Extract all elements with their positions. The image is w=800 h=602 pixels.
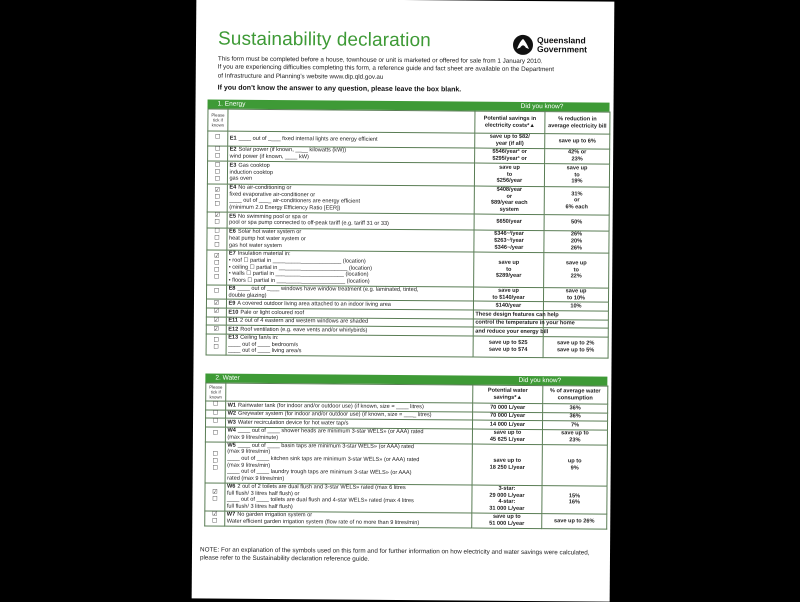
question-text: • floors ☐ partial in ______________________ (location)	[228, 277, 370, 285]
savings-line: 70 000 L/year	[490, 404, 526, 411]
question-text: full flush/ 3 litres half flush) or	[226, 490, 300, 497]
tick-cell	[208, 131, 228, 146]
pct-line: 6% each	[565, 204, 588, 211]
savings-line: save up	[499, 165, 520, 172]
logo-line-2: Government	[536, 44, 588, 55]
savings-line: 29 000 L/year	[489, 492, 525, 499]
energy-row	[207, 227, 609, 253]
savings-line: $263~ⁱ/year	[494, 237, 524, 244]
question-text: A covered outdoor living area attached to an indoor living area	[237, 300, 391, 308]
pct-header: % reduction in average electricity bill	[545, 112, 610, 135]
water-section-title: 2. Water	[215, 374, 240, 382]
tick-checkbox[interactable]: ☑	[214, 253, 220, 260]
pct-cell	[543, 287, 608, 302]
tick-checkbox[interactable]: ☐	[214, 162, 221, 169]
question-text: Water recirculation device for hot water tap/s	[237, 419, 349, 427]
question-text: Insulation material in:	[237, 251, 291, 258]
question-code: W2	[227, 410, 237, 417]
savings-line: These design features can help	[475, 311, 559, 318]
tick-cell	[208, 146, 228, 162]
savings-line: $408/year	[496, 186, 523, 194]
pct-cell	[544, 215, 609, 231]
tick-checkbox[interactable]: ☑	[213, 326, 219, 333]
tick-checkbox[interactable]: ☑	[214, 212, 220, 219]
question-line	[227, 519, 470, 528]
pct-line: save up to 2%	[556, 340, 595, 347]
pct-line: to	[574, 172, 580, 179]
savings-line: save up to	[492, 514, 521, 521]
question-text: ____ out of ____ living area/s	[228, 347, 302, 355]
savings-line: control the temperature in your home	[475, 319, 575, 327]
question-text: ____ out of ____ shower heads are minimum 3-star WELS» (or AAA) rated	[237, 427, 424, 436]
tick-checkbox[interactable]: ☐	[214, 146, 221, 153]
savings-line: $346~/year	[494, 244, 524, 251]
pct-line: save up to 26%	[554, 517, 595, 525]
water-table	[204, 382, 608, 529]
tick-cell	[205, 511, 225, 527]
question-text: pool or spa pump connected to off-peak tariff (e.g. tariff 31 or 33)	[229, 219, 389, 228]
question-cell	[225, 511, 472, 529]
question-cell	[227, 161, 474, 186]
savings-line: save up to $82/	[489, 133, 530, 141]
question-text: ____ out of ____ laundry trough taps are minimum 3-star WELS» (or AAA)	[227, 468, 412, 477]
blank-header	[226, 383, 473, 403]
pct-line: 10%	[570, 303, 582, 310]
tick-checkbox[interactable]: ☑	[212, 489, 218, 496]
tick-checkbox[interactable]: ☐	[212, 518, 218, 525]
tick-checkbox[interactable]: ☐	[212, 418, 219, 426]
savings-line: year (if all)	[495, 140, 524, 147]
question-line	[230, 135, 473, 144]
tick-checkbox[interactable]: ☐	[212, 496, 218, 503]
savings-line: $295/year¹ or	[492, 155, 527, 163]
question-text: ____ out of ____ bedroom/s	[228, 341, 299, 348]
tick-cell	[206, 285, 226, 300]
intro-line: This form must be completed before a house, townhouse or unit is marketed or offered for sale from 1 January 2010.	[217, 55, 543, 66]
tick-cell	[206, 299, 226, 308]
question-line	[229, 176, 472, 185]
question-code: E8	[228, 285, 236, 292]
pct-line: 23%	[569, 436, 581, 444]
question-code: W7	[226, 512, 236, 519]
tick-cell	[205, 442, 225, 483]
pct-line: 23%	[571, 156, 583, 163]
question-code: E6	[229, 229, 236, 236]
pct-line: 19%	[571, 178, 583, 185]
question-text: heat pump hot water system or	[228, 235, 306, 243]
tick-checkbox[interactable]: ☐	[212, 458, 218, 465]
question-code: E4	[229, 184, 237, 191]
savings-line: save up	[498, 259, 520, 266]
savings-line: save up to	[493, 429, 522, 437]
tick-cell	[205, 483, 225, 511]
savings-line: $346~ⁱ/year	[494, 231, 524, 238]
blank-header	[228, 109, 475, 133]
savings-line: save up to $74	[488, 346, 528, 354]
question-text: fixed evaporative air-conditioner or	[229, 191, 316, 199]
pct-line: save up	[565, 260, 587, 267]
pct-cell	[544, 253, 609, 288]
tick-cell	[207, 250, 227, 285]
pct-line: 26%	[570, 244, 583, 252]
question-text: induction cooktop	[229, 169, 274, 176]
question-text: ____ out of ____ kitchen sink taps are minimum 3-star WELS» (or AAA) rated	[227, 455, 420, 464]
savings-line: $650/year	[496, 218, 522, 225]
question-text: ____ out of ____ toilets are dual flush and 4-star WELS» rated (max 4 litres	[226, 496, 414, 505]
pct-cell	[543, 336, 608, 358]
question-code: E12	[228, 326, 239, 333]
question-text: No garden irrigation system or	[237, 512, 313, 519]
savings-line: or	[506, 193, 513, 200]
logo-line-1: Queensland	[537, 35, 586, 46]
pct-cell	[542, 429, 607, 444]
tick-checkbox[interactable]: ☐	[214, 260, 220, 267]
question-text: Solar hot water system or	[237, 229, 302, 236]
question-text: ____ out of ____ windows have window treatment (e.g. laminated, tinted,	[237, 285, 419, 294]
question-text: ____ out of ____ fixed internal lights are energy efficient	[238, 135, 378, 143]
tick-cell	[207, 212, 227, 228]
savings-cell	[474, 186, 544, 215]
tick-checkbox[interactable]: ☐	[213, 267, 220, 274]
question-text: (max 9 litres/min)	[227, 449, 271, 456]
savings-cell	[473, 287, 543, 302]
question-text: Ceiling fan/s in:	[240, 334, 279, 342]
question-cell	[227, 250, 474, 287]
savings-cell	[472, 444, 542, 486]
pct-line: 16%	[568, 499, 581, 506]
tick-checkbox[interactable]: ☐	[215, 134, 221, 141]
pct-line: save up	[566, 165, 588, 172]
question-cell	[226, 334, 473, 357]
tick-cell	[206, 308, 226, 317]
savings-cell	[473, 336, 543, 358]
savings-header: Potential savings in electricity costs*▲	[475, 111, 545, 134]
intro-text	[218, 56, 598, 84]
pct-line: 42% or	[567, 149, 587, 156]
pct-line: to	[573, 266, 579, 273]
question-code: W1	[227, 402, 237, 409]
please-tick-header: Please tick if known	[208, 109, 228, 131]
savings-line: 51 000 L/year	[489, 520, 525, 527]
energy-row	[207, 161, 609, 187]
tick-checkbox[interactable]: ☐	[213, 274, 220, 281]
question-code: E1	[229, 135, 237, 142]
savings-line: system	[499, 206, 519, 213]
tick-checkbox[interactable]: ☐	[214, 242, 220, 249]
question-cell	[225, 483, 472, 513]
question-code: W4	[227, 427, 236, 434]
pct-line: save up	[565, 288, 587, 295]
footnote: NOTE: For an explanation of the symbols used on this form and for further information on how electricity and water savings were calculated, please refer to the Sustainability declaration reference guide.	[199, 546, 590, 563]
pct-line: up to	[567, 458, 582, 465]
tick-checkbox[interactable]: ☑	[212, 511, 218, 518]
savings-line: and reduce your energy bill	[475, 328, 549, 335]
queensland-crest-icon	[512, 34, 534, 56]
tick-checkbox[interactable]: ☐	[214, 201, 220, 208]
question-text: Greywater system (for indoor and/or outdoor use) (if known, size = ____ litres)	[237, 410, 432, 419]
energy-table-header	[208, 109, 610, 134]
pct-cell	[542, 513, 607, 529]
tick-checkbox[interactable]: ☐	[212, 401, 219, 408]
savings-cell	[472, 429, 542, 444]
question-text: No swimming pool or spa or	[237, 213, 308, 220]
question-code: E5	[229, 213, 237, 220]
tick-checkbox[interactable]: ☐	[213, 288, 220, 295]
savings-line: to	[506, 266, 512, 273]
pct-cell	[544, 164, 609, 187]
water-row	[205, 442, 607, 486]
pct-line: 31%	[571, 190, 583, 197]
savings-line: $256/year	[496, 178, 523, 185]
question-text: (max 9 litres/minute)	[227, 434, 279, 441]
pct-cell	[544, 230, 609, 253]
question-text: ____ out of ____ air-conditioners are energy efficient	[229, 198, 361, 206]
savings-cell	[475, 148, 545, 164]
tick-cell	[206, 410, 226, 419]
tick-cell	[206, 317, 226, 326]
pct-line: 36%	[569, 413, 581, 420]
savings-cell	[472, 485, 542, 514]
intro-line: of Infrastructure and Planning's website www.dip.qld.gov.au	[217, 72, 384, 81]
question-code: E13	[228, 334, 239, 341]
question-code: E3	[229, 162, 237, 169]
tick-checkbox[interactable]: ☐	[214, 194, 221, 201]
tick-checkbox[interactable]: ☑	[213, 317, 220, 324]
question-text: • ceiling ☐ partial in ______________________ (location)	[228, 264, 372, 272]
tick-checkbox[interactable]: ☐	[214, 235, 220, 242]
question-code: W6	[227, 483, 236, 490]
tick-checkbox[interactable]: ☑	[213, 308, 220, 315]
form-page	[192, 0, 615, 602]
savings-line: save up to	[493, 457, 522, 464]
question-code: W3	[227, 419, 236, 426]
savings-line: to $140/year	[492, 294, 525, 301]
question-text: (minimum 2.0 Energy Efficiency Ratio [EER])	[229, 204, 341, 212]
question-line	[229, 242, 472, 251]
question-text: (max 9 litres/min)	[227, 462, 271, 469]
pct-cell	[542, 444, 607, 486]
question-code: E10	[228, 309, 239, 316]
tick-checkbox[interactable]: ☐	[214, 169, 221, 176]
tick-checkbox[interactable]: ☐	[214, 228, 220, 235]
question-code: E11	[228, 317, 239, 324]
savings-line: $89/year each	[490, 200, 528, 207]
tick-cell	[206, 334, 226, 356]
savings-line: save up	[498, 287, 520, 294]
tick-checkbox[interactable]: ☐	[212, 465, 218, 472]
water-row	[205, 511, 607, 530]
question-text: gas hot water system	[228, 242, 282, 249]
tick-checkbox[interactable]: ☐	[212, 451, 218, 458]
tick-checkbox[interactable]: ☐	[212, 430, 219, 437]
tick-checkbox[interactable]: ☐	[213, 337, 219, 344]
savings-line: 18 250 L/year	[489, 464, 525, 471]
question-cell	[227, 184, 474, 214]
question-text: full flush/ 3 litres half flush)	[226, 503, 293, 510]
savings-line: save up to $25	[488, 340, 528, 347]
question-text: Rainwater tank (for indoor and/or outdoor use) (if known, size = ____ litres)	[238, 402, 424, 410]
tick-cell	[205, 418, 225, 427]
pct-line: 7%	[570, 422, 580, 429]
savings-cell	[475, 133, 545, 148]
savings-line: $546/year¹ or	[492, 149, 527, 156]
savings-line: 45 625 L/year	[489, 436, 526, 443]
tick-checkbox[interactable]: ☐	[214, 153, 221, 160]
water-row	[205, 483, 607, 514]
pct-cell	[545, 148, 610, 164]
savings-line: $289/year	[495, 272, 522, 280]
savings-cell	[474, 252, 544, 287]
tick-checkbox[interactable]: ☐	[214, 219, 220, 226]
question-code: E2	[229, 147, 237, 154]
question-text: gas oven	[229, 176, 253, 183]
pct-cell	[545, 134, 610, 149]
pct-cell	[542, 485, 607, 513]
question-code: E7	[228, 251, 236, 258]
question-text: Water efficient garden irrigation system (flow rate of no more than 9 litres/min)	[226, 518, 420, 527]
question-text: Roof ventilation (e.g. eave vents and/or whirlybirds)	[240, 326, 368, 334]
savings-line: to	[506, 171, 513, 178]
question-code: W5	[227, 442, 236, 449]
savings-cell	[474, 163, 544, 186]
tick-cell	[205, 427, 225, 442]
pct-line: save up to	[561, 430, 589, 437]
logo	[512, 34, 587, 57]
page-title: Sustainability declaration	[217, 28, 431, 52]
question-cell	[227, 228, 474, 253]
pct-line: save up to 6%	[558, 137, 596, 145]
pct-line: 36%	[569, 404, 581, 411]
question-line	[228, 348, 471, 357]
savings-header: Potential water savings*▲	[473, 385, 543, 404]
question-text: rated (max 9 litres/min)	[227, 475, 285, 482]
savings-cell	[472, 513, 542, 529]
energy-section-title: 1. Energy	[217, 100, 246, 108]
water-did-you-know: Did you know?	[518, 376, 562, 385]
please-tick-header: Please tick if known	[206, 383, 226, 401]
question-text: Pale or light coloured roof	[240, 309, 305, 316]
energy-table	[206, 108, 611, 358]
question-text: wind power (if known, ____ kW)	[229, 153, 309, 161]
question-text: Gas cooktop	[238, 162, 270, 170]
pct-cell	[544, 187, 609, 215]
tick-cell	[207, 227, 227, 250]
pct-line: 50%	[570, 219, 583, 226]
energy-row	[207, 250, 609, 288]
warning-text: If you don't know the answer to any question, please leave the box blank.	[217, 84, 462, 94]
question-code: E9	[228, 300, 236, 307]
tick-checkbox[interactable]: ☐	[213, 344, 219, 351]
intro-line: If you are experiencing difficulties completing this form, a reference guide and fact sheet are available on the Department	[217, 63, 555, 74]
energy-row	[207, 184, 609, 215]
pct-header: % of average water consumption	[543, 386, 608, 405]
savings-line: $140/year	[495, 302, 522, 309]
question-text: • roof ☐ partial in ______________________ (location)	[228, 257, 366, 265]
pct-line: 22%	[570, 273, 582, 280]
savings-line: 3-star:	[498, 485, 516, 492]
tick-cell	[207, 184, 227, 212]
question-cell	[225, 442, 472, 485]
pct-line: 20%	[570, 238, 583, 245]
energy-row	[206, 334, 608, 359]
question-text: • walls ☐ partial in ______________________ (location)	[228, 270, 369, 278]
savings-cell	[474, 230, 544, 253]
savings-line: 31 000 L/year	[489, 505, 525, 512]
tick-checkbox[interactable]: ☑	[213, 300, 220, 307]
savings-cell	[474, 214, 544, 230]
savings-line: 70 000 L/year	[489, 412, 526, 420]
pct-line: or	[573, 197, 580, 204]
question-text: No air-conditioning or	[238, 184, 292, 192]
energy-did-you-know: Did you know?	[520, 102, 564, 111]
question-text: ____ out of ____ basin taps are minimum 3-star WELS» (or AAA) rated	[237, 442, 415, 450]
question-text: double glazing)	[228, 292, 267, 299]
tick-checkbox[interactable]: ☐	[214, 176, 221, 183]
tick-checkbox[interactable]: ☐	[212, 410, 219, 417]
tick-cell	[207, 161, 227, 184]
savings-line: 14 000 L/year	[489, 421, 526, 428]
pct-line: to 10%	[566, 294, 586, 302]
tick-checkbox[interactable]: ☑	[214, 187, 221, 194]
question-text: 2 out of 4 eastern and western windows are shaded	[239, 317, 369, 325]
pct-line: 15%	[568, 492, 581, 500]
pct-line: 9%	[570, 464, 579, 472]
question-text: Solar power (if known, ____ kilowatts (kW))	[238, 147, 347, 155]
pct-line: 26%	[570, 231, 583, 238]
pct-line: save up to 5%	[556, 347, 595, 354]
question-text: 2 out of 2 toilets are dual flush and 3-star WELS» rated (max 6 litres	[237, 483, 406, 492]
savings-line: 4-star:	[498, 498, 516, 506]
tick-cell	[206, 325, 226, 334]
tick-cell	[206, 401, 226, 410]
